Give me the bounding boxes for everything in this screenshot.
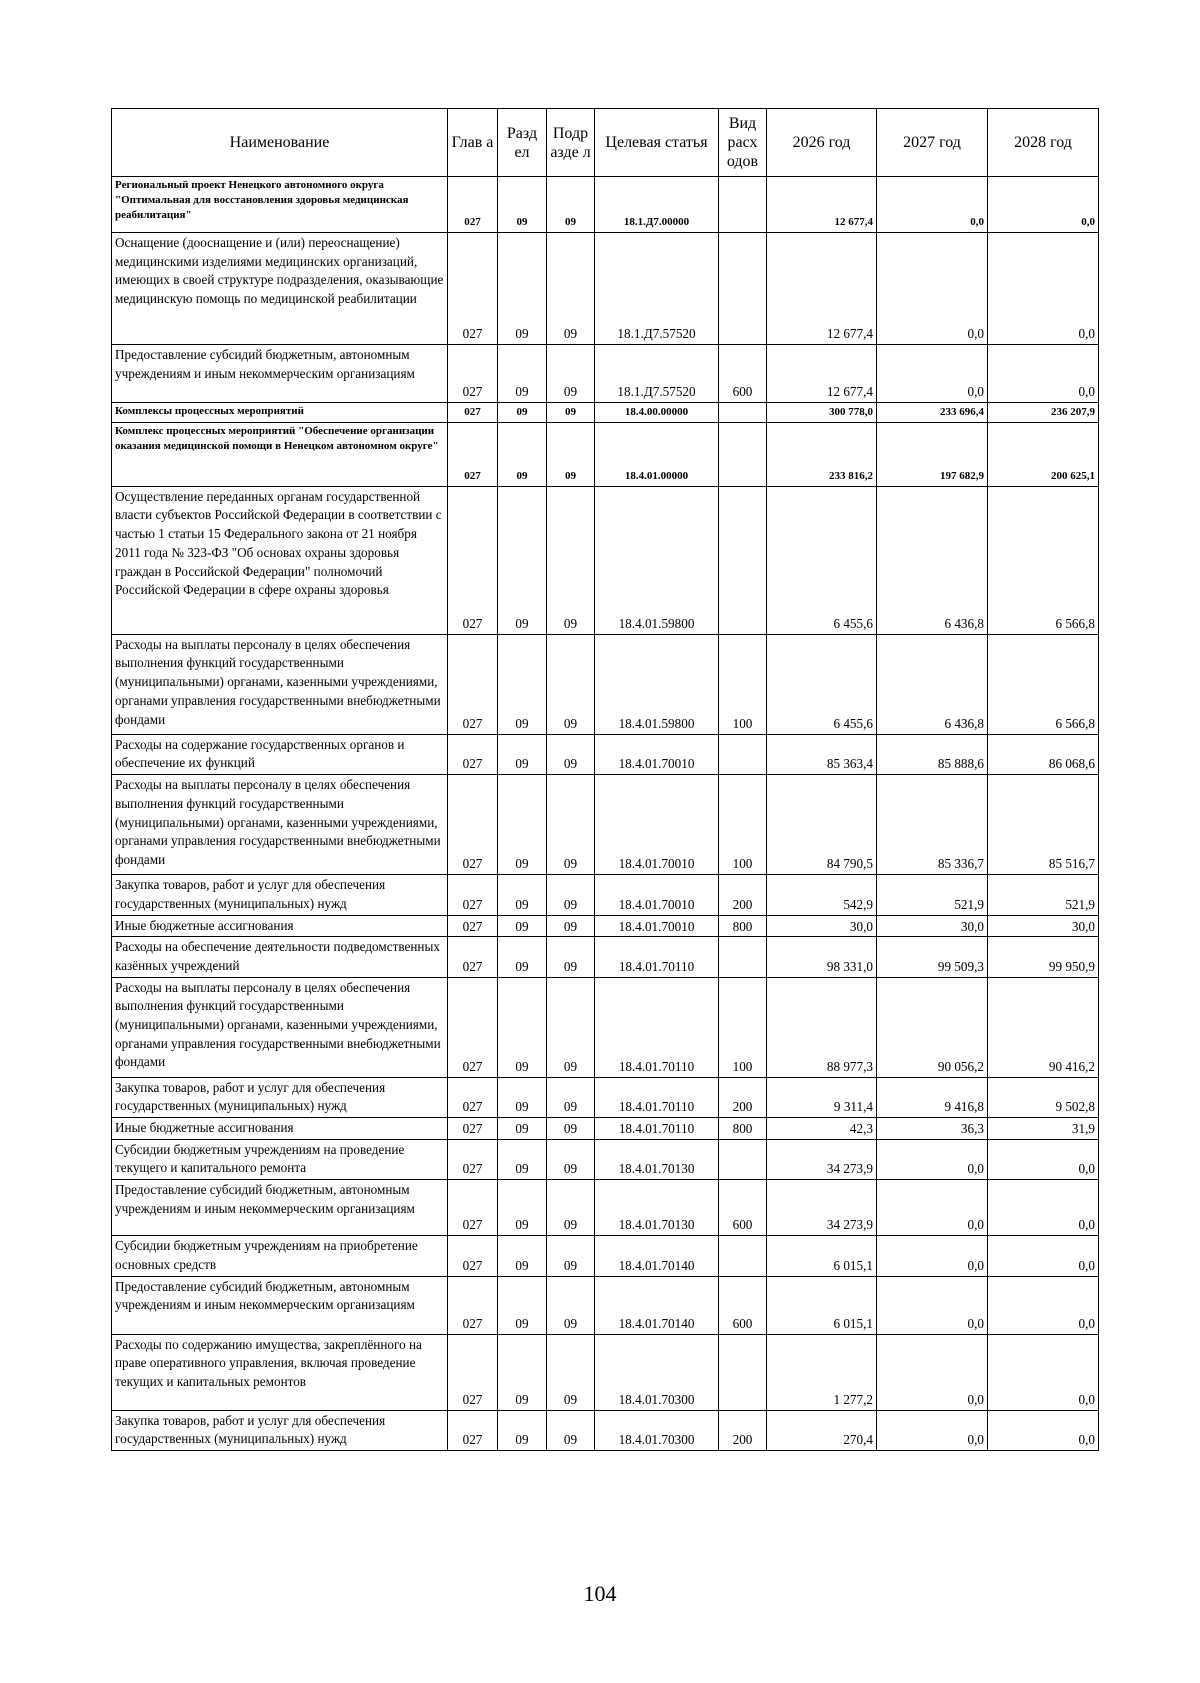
row-celevaya-statya: 18.1.Д7.00000 bbox=[595, 177, 719, 233]
row-value-2026: 12 677,4 bbox=[767, 233, 877, 345]
row-value-2028: 0,0 bbox=[988, 177, 1099, 233]
row-vid-rashodov bbox=[719, 734, 767, 774]
row-value-2028: 85 516,7 bbox=[988, 775, 1099, 875]
row-glava: 027 bbox=[448, 977, 498, 1077]
row-name: Иные бюджетные ассигнования bbox=[112, 1118, 448, 1140]
row-podrazdel: 09 bbox=[547, 634, 595, 734]
row-podrazdel: 09 bbox=[547, 422, 595, 486]
row-value-2026: 6 455,6 bbox=[767, 486, 877, 634]
row-value-2027: 0,0 bbox=[877, 1139, 988, 1179]
row-value-2026: 12 677,4 bbox=[767, 177, 877, 233]
row-value-2026: 88 977,3 bbox=[767, 977, 877, 1077]
row-glava: 027 bbox=[448, 1276, 498, 1334]
row-vid-rashodov bbox=[719, 486, 767, 634]
row-name: Закупка товаров, работ и услуг для обеспечения государственных (муниципальных) нужд bbox=[112, 1410, 448, 1450]
table-row bbox=[112, 422, 1099, 486]
row-vid-rashodov: 600 bbox=[719, 345, 767, 403]
row-razdel: 09 bbox=[498, 422, 547, 486]
table-row bbox=[112, 977, 1099, 1077]
row-razdel: 09 bbox=[498, 1410, 547, 1450]
row-value-2028: 200 625,1 bbox=[988, 422, 1099, 486]
row-celevaya-statya: 18.4.01.59800 bbox=[595, 634, 719, 734]
row-razdel: 09 bbox=[498, 1139, 547, 1179]
row-glava: 027 bbox=[448, 1180, 498, 1236]
row-vid-rashodov: 800 bbox=[719, 1118, 767, 1140]
row-value-2028: 30,0 bbox=[988, 915, 1099, 937]
table-row bbox=[112, 1276, 1099, 1334]
row-glava: 027 bbox=[448, 486, 498, 634]
row-celevaya-statya: 18.4.01.70110 bbox=[595, 1077, 719, 1117]
row-value-2028: 9 502,8 bbox=[988, 1077, 1099, 1117]
row-podrazdel: 09 bbox=[547, 1410, 595, 1450]
row-value-2027: 0,0 bbox=[877, 233, 988, 345]
row-podrazdel: 09 bbox=[547, 734, 595, 774]
row-celevaya-statya: 18.4.01.70140 bbox=[595, 1276, 719, 1334]
table-row bbox=[112, 1077, 1099, 1117]
row-value-2027: 0,0 bbox=[877, 1180, 988, 1236]
row-podrazdel: 09 bbox=[547, 233, 595, 345]
row-celevaya-statya: 18.4.01.70010 bbox=[595, 915, 719, 937]
header-glava: Глав а bbox=[448, 109, 498, 177]
row-value-2027: 521,9 bbox=[877, 875, 988, 915]
table-row bbox=[112, 1180, 1099, 1236]
row-value-2028: 0,0 bbox=[988, 1180, 1099, 1236]
row-razdel: 09 bbox=[498, 1276, 547, 1334]
row-razdel: 09 bbox=[498, 915, 547, 937]
header-celevaya-statya: Целевая статья bbox=[595, 109, 719, 177]
row-value-2027: 30,0 bbox=[877, 915, 988, 937]
row-value-2028: 236 207,9 bbox=[988, 403, 1099, 423]
row-glava: 027 bbox=[448, 734, 498, 774]
row-razdel: 09 bbox=[498, 345, 547, 403]
row-value-2028: 6 566,8 bbox=[988, 634, 1099, 734]
row-value-2028: 0,0 bbox=[988, 1276, 1099, 1334]
row-glava: 027 bbox=[448, 1236, 498, 1276]
row-razdel: 09 bbox=[498, 403, 547, 423]
table-row bbox=[112, 1410, 1099, 1450]
row-razdel: 09 bbox=[498, 937, 547, 977]
table-row bbox=[112, 1334, 1099, 1410]
row-vid-rashodov bbox=[719, 937, 767, 977]
row-razdel: 09 bbox=[498, 875, 547, 915]
header-2026: 2026 год bbox=[767, 109, 877, 177]
row-celevaya-statya: 18.4.01.70300 bbox=[595, 1410, 719, 1450]
row-podrazdel: 09 bbox=[547, 177, 595, 233]
page-number: 104 bbox=[583, 1581, 617, 1606]
budget-table-container bbox=[111, 108, 1098, 1451]
row-celevaya-statya: 18.4.00.00000 bbox=[595, 403, 719, 423]
row-name: Расходы на выплаты персоналу в целях обеспечения выполнения функций государственными (муниципальными) органами, казенными учреждениями, органами управления государственными внебюджетными фондами bbox=[112, 775, 448, 875]
row-value-2026: 1 277,2 bbox=[767, 1334, 877, 1410]
header-vid-rashodov: Вид расх одов bbox=[719, 109, 767, 177]
row-celevaya-statya: 18.1.Д7.57520 bbox=[595, 233, 719, 345]
row-celevaya-statya: 18.4.01.70110 bbox=[595, 977, 719, 1077]
row-value-2028: 0,0 bbox=[988, 1139, 1099, 1179]
row-glava: 027 bbox=[448, 915, 498, 937]
row-podrazdel: 09 bbox=[547, 1236, 595, 1276]
row-vid-rashodov bbox=[719, 1139, 767, 1179]
row-name: Осуществление переданных органам государственной власти субъектов Российской Федерации в соответствии с частью 1 статьи 15 Федерального закона от 21 ноября 2011 года № 323-ФЗ "Об основах охраны здоровья граждан в Российской Федерации" полномочий Российской Федерации в сфере охраны здоровья bbox=[112, 486, 448, 634]
row-celevaya-statya: 18.1.Д7.57520 bbox=[595, 345, 719, 403]
row-razdel: 09 bbox=[498, 1180, 547, 1236]
table-row bbox=[112, 1118, 1099, 1140]
row-name: Предоставление субсидий бюджетным, автономным учреждениям и иным некоммерческим организациям bbox=[112, 1180, 448, 1236]
row-value-2026: 84 790,5 bbox=[767, 775, 877, 875]
row-podrazdel: 09 bbox=[547, 977, 595, 1077]
row-vid-rashodov: 200 bbox=[719, 1410, 767, 1450]
row-value-2028: 0,0 bbox=[988, 1334, 1099, 1410]
header-podrazdel: Подр азде л bbox=[547, 109, 595, 177]
row-celevaya-statya: 18.4.01.59800 bbox=[595, 486, 719, 634]
row-glava: 027 bbox=[448, 1410, 498, 1450]
row-vid-rashodov bbox=[719, 177, 767, 233]
row-value-2026: 9 311,4 bbox=[767, 1077, 877, 1117]
row-razdel: 09 bbox=[498, 1077, 547, 1117]
row-value-2028: 0,0 bbox=[988, 345, 1099, 403]
row-name: Комплексы процессных мероприятий bbox=[112, 403, 448, 423]
row-vid-rashodov: 100 bbox=[719, 775, 767, 875]
row-glava: 027 bbox=[448, 1118, 498, 1140]
row-value-2028: 31,9 bbox=[988, 1118, 1099, 1140]
row-glava: 027 bbox=[448, 403, 498, 423]
row-celevaya-statya: 18.4.01.00000 bbox=[595, 422, 719, 486]
header-2028: 2028 год bbox=[988, 109, 1099, 177]
row-podrazdel: 09 bbox=[547, 937, 595, 977]
table-row bbox=[112, 1236, 1099, 1276]
row-value-2027: 233 696,4 bbox=[877, 403, 988, 423]
row-glava: 027 bbox=[448, 937, 498, 977]
row-name: Комплекс процессных мероприятий "Обеспечение организации оказания медицинской помощи в Ненецком автономном округе" bbox=[112, 422, 448, 486]
row-name: Субсидии бюджетным учреждениям на проведение текущего и капитального ремонта bbox=[112, 1139, 448, 1179]
row-glava: 027 bbox=[448, 345, 498, 403]
row-razdel: 09 bbox=[498, 977, 547, 1077]
row-podrazdel: 09 bbox=[547, 915, 595, 937]
table-body bbox=[112, 177, 1099, 1451]
row-value-2026: 98 331,0 bbox=[767, 937, 877, 977]
row-celevaya-statya: 18.4.01.70130 bbox=[595, 1139, 719, 1179]
row-glava: 027 bbox=[448, 422, 498, 486]
row-value-2026: 85 363,4 bbox=[767, 734, 877, 774]
row-value-2027: 90 056,2 bbox=[877, 977, 988, 1077]
row-value-2027: 9 416,8 bbox=[877, 1077, 988, 1117]
header-razdel: Разд ел bbox=[498, 109, 547, 177]
row-celevaya-statya: 18.4.01.70110 bbox=[595, 937, 719, 977]
row-value-2027: 0,0 bbox=[877, 1236, 988, 1276]
table-row bbox=[112, 177, 1099, 233]
row-value-2028: 6 566,8 bbox=[988, 486, 1099, 634]
row-podrazdel: 09 bbox=[547, 1077, 595, 1117]
row-value-2026: 34 273,9 bbox=[767, 1180, 877, 1236]
row-value-2026: 42,3 bbox=[767, 1118, 877, 1140]
row-glava: 027 bbox=[448, 233, 498, 345]
row-value-2026: 542,9 bbox=[767, 875, 877, 915]
row-name: Расходы на выплаты персоналу в целях обеспечения выполнения функций государственными (муниципальными) органами, казенными учреждениями, органами управления государственными внебюджетными фондами bbox=[112, 977, 448, 1077]
row-vid-rashodov: 600 bbox=[719, 1180, 767, 1236]
row-value-2028: 90 416,2 bbox=[988, 977, 1099, 1077]
row-podrazdel: 09 bbox=[547, 486, 595, 634]
row-vid-rashodov: 100 bbox=[719, 977, 767, 1077]
row-podrazdel: 09 bbox=[547, 775, 595, 875]
row-value-2027: 197 682,9 bbox=[877, 422, 988, 486]
table-row bbox=[112, 634, 1099, 734]
row-value-2027: 6 436,8 bbox=[877, 486, 988, 634]
row-glava: 027 bbox=[448, 1077, 498, 1117]
row-value-2026: 30,0 bbox=[767, 915, 877, 937]
row-celevaya-statya: 18.4.01.70010 bbox=[595, 875, 719, 915]
row-value-2027: 0,0 bbox=[877, 177, 988, 233]
row-razdel: 09 bbox=[498, 486, 547, 634]
row-celevaya-statya: 18.4.01.70010 bbox=[595, 734, 719, 774]
row-celevaya-statya: 18.4.01.70110 bbox=[595, 1118, 719, 1140]
row-value-2028: 86 068,6 bbox=[988, 734, 1099, 774]
row-vid-rashodov bbox=[719, 1334, 767, 1410]
row-vid-rashodov: 800 bbox=[719, 915, 767, 937]
row-name: Расходы на выплаты персоналу в целях обеспечения выполнения функций государственными (муниципальными) органами, казенными учреждениями, органами управления государственными внебюджетными фондами bbox=[112, 634, 448, 734]
header-2027: 2027 год bbox=[877, 109, 988, 177]
table-row bbox=[112, 775, 1099, 875]
row-value-2027: 6 436,8 bbox=[877, 634, 988, 734]
row-value-2027: 85 888,6 bbox=[877, 734, 988, 774]
row-value-2026: 6 455,6 bbox=[767, 634, 877, 734]
row-razdel: 09 bbox=[498, 233, 547, 345]
row-razdel: 09 bbox=[498, 634, 547, 734]
row-value-2027: 85 336,7 bbox=[877, 775, 988, 875]
row-celevaya-statya: 18.4.01.70130 bbox=[595, 1180, 719, 1236]
row-name: Иные бюджетные ассигнования bbox=[112, 915, 448, 937]
row-podrazdel: 09 bbox=[547, 1334, 595, 1410]
row-value-2026: 6 015,1 bbox=[767, 1236, 877, 1276]
table-row bbox=[112, 875, 1099, 915]
row-value-2026: 34 273,9 bbox=[767, 1139, 877, 1179]
row-value-2026: 300 778,0 bbox=[767, 403, 877, 423]
row-glava: 027 bbox=[448, 1139, 498, 1179]
header-name: Наименование bbox=[112, 109, 448, 177]
row-value-2027: 0,0 bbox=[877, 1410, 988, 1450]
row-vid-rashodov: 200 bbox=[719, 1077, 767, 1117]
row-podrazdel: 09 bbox=[547, 1139, 595, 1179]
row-razdel: 09 bbox=[498, 734, 547, 774]
table-row bbox=[112, 1139, 1099, 1179]
row-name: Региональный проект Ненецкого автономного округа "Оптимальная для восстановления здоровья медицинская реабилитация" bbox=[112, 177, 448, 233]
row-razdel: 09 bbox=[498, 1334, 547, 1410]
row-razdel: 09 bbox=[498, 775, 547, 875]
table-row bbox=[112, 486, 1099, 634]
row-name: Оснащение (дооснащение и (или) переоснащение) медицинскими изделиями медицинских организаций, имеющих в своей структуре подразделения, оказывающие медицинскую помощь по медицинской реабилитации bbox=[112, 233, 448, 345]
row-value-2026: 270,4 bbox=[767, 1410, 877, 1450]
row-name: Расходы на обеспечение деятельности подведомственных казённых учреждений bbox=[112, 937, 448, 977]
table-row bbox=[112, 345, 1099, 403]
row-glava: 027 bbox=[448, 875, 498, 915]
row-name: Закупка товаров, работ и услуг для обеспечения государственных (муниципальных) нужд bbox=[112, 1077, 448, 1117]
row-vid-rashodov: 100 bbox=[719, 634, 767, 734]
row-value-2027: 0,0 bbox=[877, 345, 988, 403]
row-name: Субсидии бюджетным учреждениям на приобретение основных средств bbox=[112, 1236, 448, 1276]
row-value-2027: 0,0 bbox=[877, 1334, 988, 1410]
table-row bbox=[112, 403, 1099, 423]
row-podrazdel: 09 bbox=[547, 1118, 595, 1140]
row-celevaya-statya: 18.4.01.70010 bbox=[595, 775, 719, 875]
row-razdel: 09 bbox=[498, 177, 547, 233]
row-vid-rashodov bbox=[719, 233, 767, 345]
row-podrazdel: 09 bbox=[547, 1180, 595, 1236]
row-value-2028: 521,9 bbox=[988, 875, 1099, 915]
table-row bbox=[112, 937, 1099, 977]
row-value-2027: 0,0 bbox=[877, 1276, 988, 1334]
row-value-2028: 0,0 bbox=[988, 1236, 1099, 1276]
row-value-2026: 6 015,1 bbox=[767, 1276, 877, 1334]
row-glava: 027 bbox=[448, 634, 498, 734]
row-value-2028: 0,0 bbox=[988, 233, 1099, 345]
row-razdel: 09 bbox=[498, 1236, 547, 1276]
row-vid-rashodov: 600 bbox=[719, 1276, 767, 1334]
row-name: Закупка товаров, работ и услуг для обеспечения государственных (муниципальных) нужд bbox=[112, 875, 448, 915]
row-name: Расходы на содержание государственных органов и обеспечение их функций bbox=[112, 734, 448, 774]
table-header-row bbox=[112, 109, 1099, 177]
row-value-2027: 36,3 bbox=[877, 1118, 988, 1140]
row-celevaya-statya: 18.4.01.70300 bbox=[595, 1334, 719, 1410]
table-row bbox=[112, 915, 1099, 937]
row-razdel: 09 bbox=[498, 1118, 547, 1140]
row-vid-rashodov bbox=[719, 1236, 767, 1276]
table-row bbox=[112, 734, 1099, 774]
row-value-2028: 0,0 bbox=[988, 1410, 1099, 1450]
row-name: Предоставление субсидий бюджетным, автономным учреждениям и иным некоммерческим организациям bbox=[112, 345, 448, 403]
row-vid-rashodov bbox=[719, 422, 767, 486]
budget-table bbox=[111, 108, 1099, 1451]
row-vid-rashodov bbox=[719, 403, 767, 423]
row-name: Расходы по содержанию имущества, закреплённого на праве оперативного управления, включая проведение текущих и капитальных ремонтов bbox=[112, 1334, 448, 1410]
row-podrazdel: 09 bbox=[547, 403, 595, 423]
row-glava: 027 bbox=[448, 1334, 498, 1410]
row-value-2027: 99 509,3 bbox=[877, 937, 988, 977]
row-value-2026: 12 677,4 bbox=[767, 345, 877, 403]
table-row bbox=[112, 233, 1099, 345]
row-glava: 027 bbox=[448, 177, 498, 233]
row-value-2028: 99 950,9 bbox=[988, 937, 1099, 977]
row-celevaya-statya: 18.4.01.70140 bbox=[595, 1236, 719, 1276]
row-vid-rashodov: 200 bbox=[719, 875, 767, 915]
row-glava: 027 bbox=[448, 775, 498, 875]
row-value-2026: 233 816,2 bbox=[767, 422, 877, 486]
row-podrazdel: 09 bbox=[547, 875, 595, 915]
row-podrazdel: 09 bbox=[547, 345, 595, 403]
row-podrazdel: 09 bbox=[547, 1276, 595, 1334]
row-name: Предоставление субсидий бюджетным, автономным учреждениям и иным некоммерческим организациям bbox=[112, 1276, 448, 1334]
